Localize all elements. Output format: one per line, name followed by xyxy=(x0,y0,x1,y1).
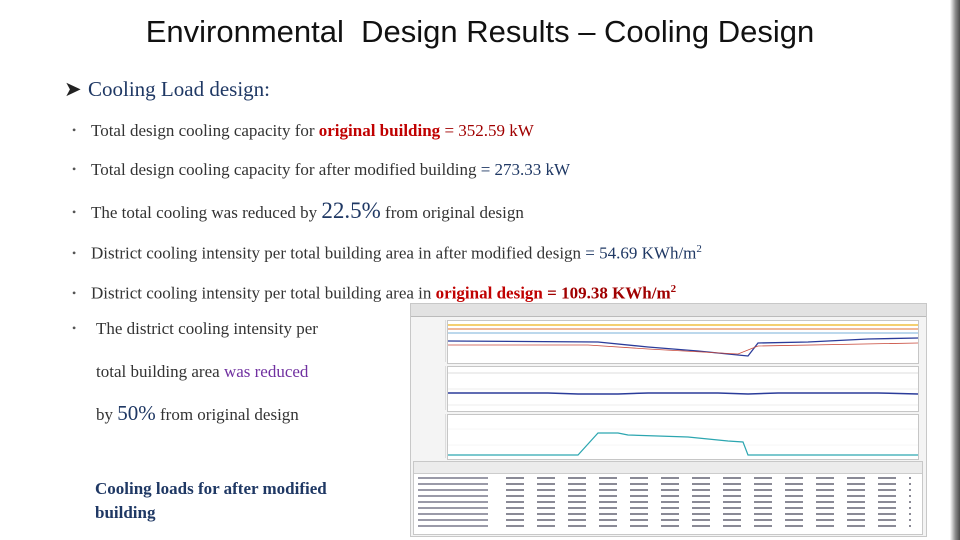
bullet-original-capacity: • Total design cooling capacity for original building = 352.59 kW xyxy=(72,121,534,140)
table-row xyxy=(418,476,916,480)
bullet-dot-icon: • xyxy=(72,321,77,335)
bullet-intensity-line-2: total building area was reduced xyxy=(96,362,309,381)
bullet-intensity-reduced: • The district cooling intensity per xyxy=(72,319,318,338)
slide-edge-shadow xyxy=(950,0,960,540)
plot-top-lines xyxy=(448,321,918,363)
table-row xyxy=(418,482,916,486)
table-header xyxy=(414,462,922,474)
bullet-dot-icon: • xyxy=(72,123,77,137)
bullet-intensity-line-3: by 50% from original design xyxy=(96,401,299,425)
slide-title: Environmental Design Results – Cooling Design xyxy=(145,14,815,49)
plot-middle-lines xyxy=(448,367,918,411)
screenshot-plot-middle xyxy=(447,366,919,412)
screenshot-results-table xyxy=(413,461,923,535)
bullet-dot-icon: • xyxy=(72,162,77,176)
bullet-modified-capacity: • Total design cooling capacity for after modified building = 273.33 kW xyxy=(72,160,571,179)
table-row xyxy=(418,488,916,492)
table-row xyxy=(418,518,916,522)
axis-strip xyxy=(423,414,446,458)
table-row xyxy=(418,500,916,504)
table-row xyxy=(418,524,916,528)
bullet-original-intensity: • District cooling intensity per total building area in original design = 109.38 KWh/$m^2$ xyxy=(72,283,677,303)
bullet-dot-icon: • xyxy=(72,205,77,219)
screenshot-toolbar xyxy=(411,304,926,317)
table-row xyxy=(418,512,916,516)
bullet-reduction: • The total cooling was reduced by 22.5% from original design xyxy=(72,198,524,223)
bullet-dot-icon: • xyxy=(72,245,77,260)
bullet-modified-intensity: • District cooling intensity per total building area in after modified design = 54.69 KWh/$m^2$ xyxy=(72,243,702,263)
screenshot-plot-bottom xyxy=(447,414,919,460)
table-row xyxy=(418,506,916,510)
axis-strip xyxy=(423,320,446,362)
screenshot-caption: Cooling loads for after modified building xyxy=(95,479,327,522)
section-heading-text: Cooling Load design: xyxy=(88,77,270,101)
axis-strip xyxy=(423,366,446,410)
plot-bottom-lines xyxy=(448,415,918,459)
simulation-screenshot xyxy=(410,303,927,537)
bullet-dot-icon: • xyxy=(72,285,77,300)
arrow-bullet-icon: ➤ xyxy=(64,77,82,101)
section-heading xyxy=(64,77,270,102)
screenshot-plot-top xyxy=(447,320,919,364)
table-row xyxy=(418,494,916,498)
